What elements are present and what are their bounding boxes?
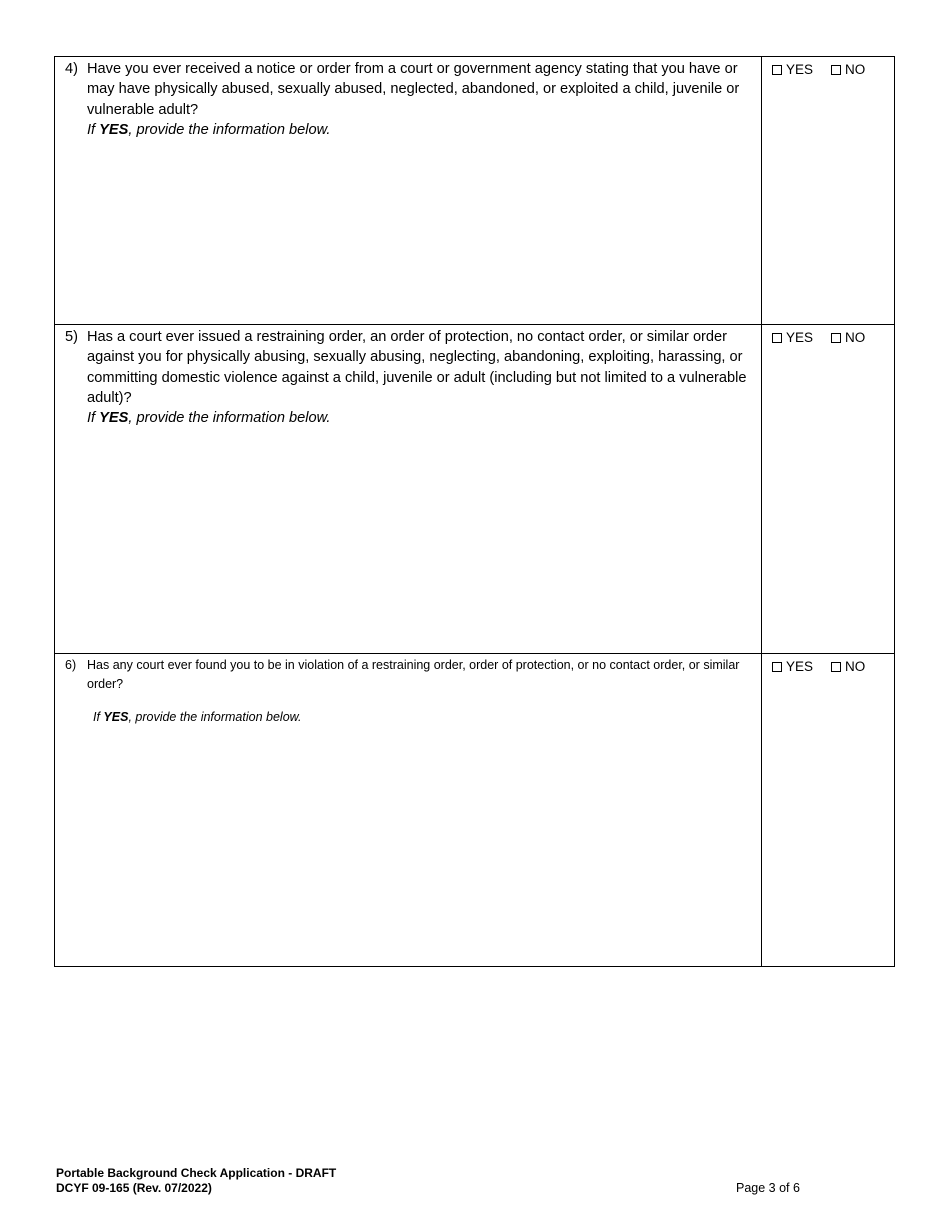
yes-no-options	[762, 57, 894, 78]
question-instruction: If YES, provide the information below.	[87, 121, 331, 138]
question-cell	[55, 57, 762, 325]
yes-checkbox[interactable]	[772, 65, 782, 75]
answer-cell	[762, 325, 895, 654]
question-number: 5)	[65, 329, 78, 345]
answer-cell	[762, 57, 895, 325]
question-row-6	[55, 654, 895, 967]
question-cell	[55, 654, 762, 967]
question-row-4	[55, 57, 895, 325]
question-instruction: If YES, provide the information below.	[87, 410, 331, 427]
question-block	[55, 325, 761, 428]
question-number: 6)	[65, 658, 77, 672]
footer-form-title: Portable Background Check Application - DRAFT	[56, 1166, 337, 1180]
yes-checkbox[interactable]	[772, 662, 782, 672]
yes-no-options	[762, 654, 894, 675]
no-checkbox[interactable]	[831, 662, 841, 672]
footer-form-number: DCYF 09-165 (Rev. 07/2022)	[56, 1181, 212, 1195]
no-option[interactable]: NO	[831, 62, 865, 78]
no-option[interactable]: NO	[831, 330, 865, 346]
question-instruction: If YES, provide the information below.	[93, 710, 302, 724]
yes-option[interactable]: YES	[772, 659, 813, 675]
question-cell	[55, 325, 762, 654]
footer-page-number: Page 3 of 6	[736, 1181, 800, 1195]
question-number: 4)	[65, 61, 78, 77]
no-checkbox[interactable]	[831, 65, 841, 75]
yes-no-options	[762, 325, 894, 346]
question-block	[55, 654, 761, 727]
no-checkbox[interactable]	[831, 333, 841, 343]
question-block	[55, 57, 761, 140]
footer-form-info	[56, 1166, 336, 1196]
yes-checkbox[interactable]	[772, 333, 782, 343]
no-option[interactable]: NO	[831, 659, 865, 675]
questions-table	[54, 56, 895, 967]
question-text: Has any court ever found you to be in violation of a restraining order, order of protection, or no contact order, or similar order?	[87, 658, 740, 691]
question-text: Has a court ever issued a restraining order, an order of protection, no contact order, or similar order against you for physically abusing, sexually abusing, neglecting, abandoning, exploiting, harassing, or committing domestic violence against a child, juvenile or adult (including but not limited to a vulnerable adult)?	[87, 329, 747, 406]
yes-option[interactable]: YES	[772, 62, 813, 78]
answer-cell	[762, 654, 895, 967]
question-text: Have you ever received a notice or order from a court or government agency stating that you have or may have physically abused, sexually abused, neglected, abandoned, or exploited a child, juvenile or vulnerable adult?	[87, 61, 740, 118]
yes-option[interactable]: YES	[772, 330, 813, 346]
question-row-5	[55, 325, 895, 654]
